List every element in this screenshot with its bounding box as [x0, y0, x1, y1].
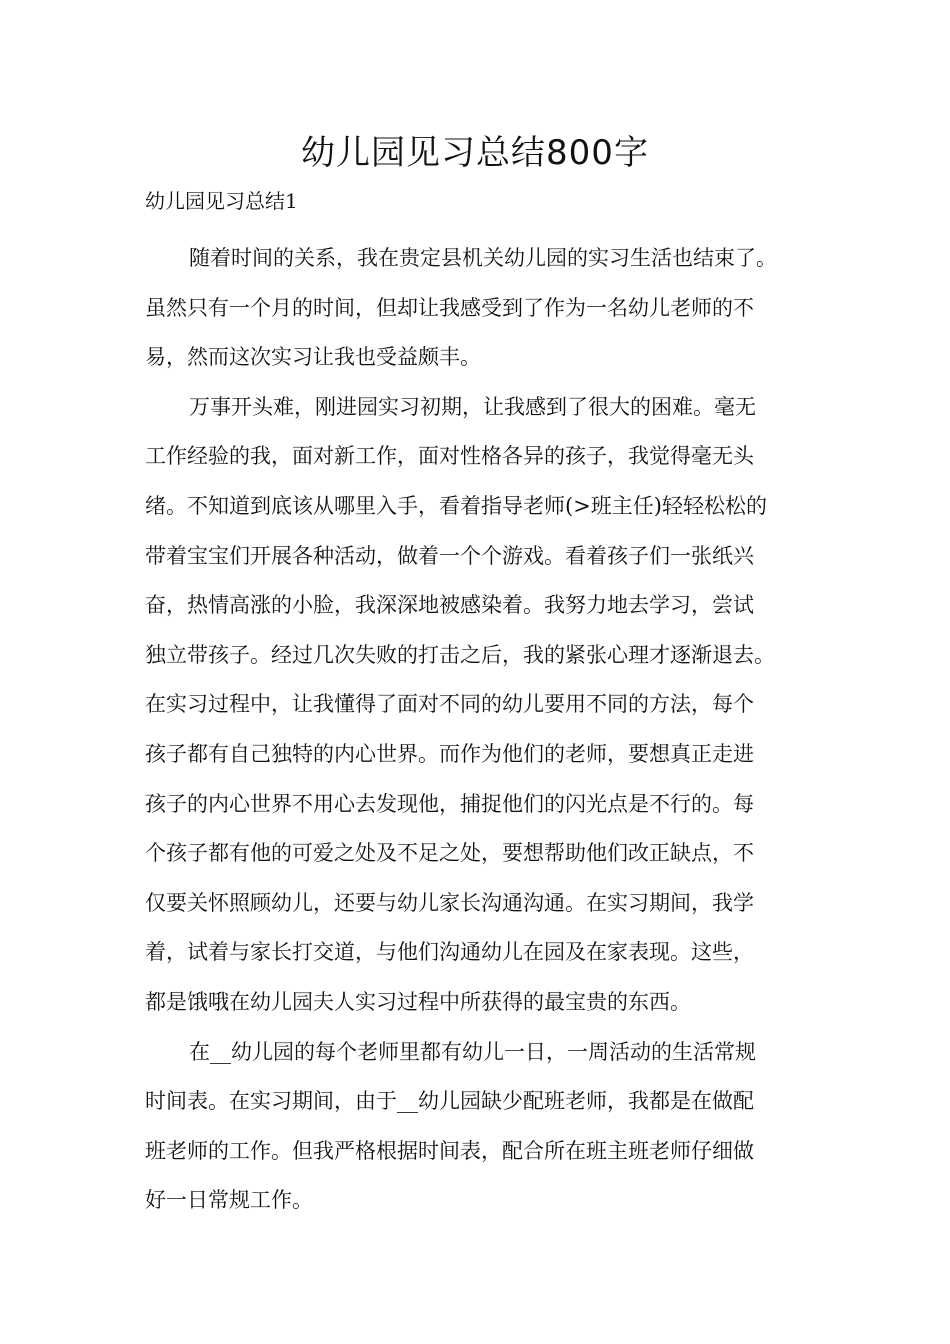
paragraph-line: 易，然而这次实习让我也受益颇丰。: [145, 345, 481, 370]
document-title: 幼儿园见习总结800字: [301, 133, 649, 173]
paragraph-line: 时间表。在实习期间，由于__幼儿园缺少配班老师，我都是在做配: [145, 1089, 754, 1114]
paragraph-line: 万事开头难，刚进园实习初期，让我感到了很大的困难。毫无: [189, 394, 756, 419]
paragraph-line: 奋，热情高涨的小脸，我深深地被感染着。我努力地去学习，尝试: [145, 593, 754, 618]
paragraph-line: 着，试着与家长打交道，与他们沟通幼儿在园及在家表现。这些，: [145, 940, 754, 965]
paragraph-line: 个孩子都有他的可爱之处及不足之处，要想帮助他们改正缺点，不: [145, 841, 754, 866]
paragraph-line: 工作经验的我，面对新工作，面对性格各异的孩子，我觉得毫无头: [145, 444, 754, 469]
paragraph-line: 独立带孩子。经过几次失败的打击之后，我的紧张心理才逐渐退去。: [145, 642, 775, 667]
paragraph-line: 在__幼儿园的每个老师里都有幼儿一日，一周活动的生活常规: [189, 1039, 756, 1064]
paragraph-line: 班老师的工作。但我严格根据时间表，配合所在班主班老师仔细做: [145, 1138, 754, 1163]
paragraph-line: 好一日常规工作。: [145, 1188, 313, 1213]
paragraph-line: 带着宝宝们开展各种活动，做着一个个游戏。看着孩子们一张纸兴: [145, 543, 754, 568]
paragraph-line: 虽然只有一个月的时间，但却让我感受到了作为一名幼儿老师的不: [145, 295, 754, 320]
paragraph-3: [145, 1028, 813, 1226]
paragraph-line: 孩子的内心世界不用心去发现他，捕捉他们的闪光点是不行的。每: [145, 791, 754, 816]
paragraph-1: [145, 234, 813, 383]
paragraph-line: 都是饿哦在幼儿园夫人实习过程中所获得的最宝贵的东西。: [145, 989, 691, 1014]
paragraph-2: [145, 383, 813, 1028]
paragraph-line: 随着时间的关系，我在贵定县机关幼儿园的实习生活也结束了。: [189, 246, 777, 270]
document-body: [145, 234, 813, 1226]
paragraph-line: 在实习过程中，让我懂得了面对不同的幼儿要用不同的方法，每个: [145, 692, 754, 717]
paragraph-line: 孩子都有自己独特的内心世界。而作为他们的老师，要想真正走进: [145, 741, 754, 766]
paragraph-line: 绪。不知道到底该从哪里入手，看着指导老师(>班主任)轻轻松松的: [145, 493, 767, 518]
section-subheading: 幼儿园见习总结1: [145, 189, 298, 213]
paragraph-line: 仅要关怀照顾幼儿，还要与幼儿家长沟通沟通。在实习期间，我学: [145, 890, 754, 915]
